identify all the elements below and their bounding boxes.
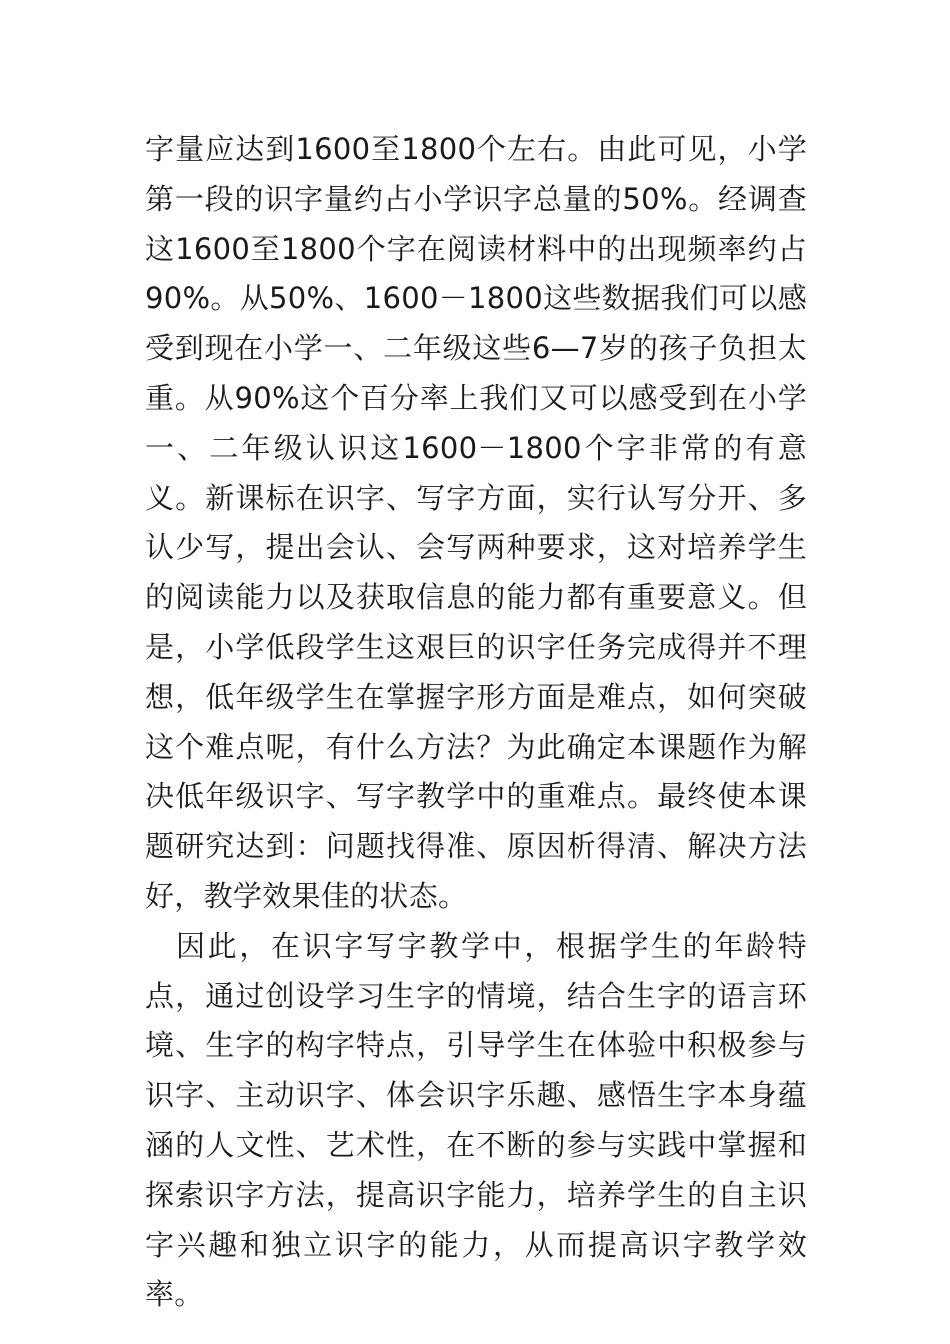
paragraph-continued: 字量应达到1600至1800个左右。由此可见，小学第一段的识字量约占小学识字总量的50%。经调查这1600至1800个字在阅读材料中的出现频率约占90%。从50%、1600－1800这些数据我们可以感受到现在小学一、二年级这些6—7岁的孩子负担太重。从90%这个百分率上我们又可以感受到在小学一、二年级认识这1600－1800个字非常的有意义。新课标在识字、写字方面，实行认写分开、多认少写，提出会认、会写两种要求，这对培养学生的阅读能力以及获取信息的能力都有重要意义。但是，小学低段学生这艰巨的识字任务完成得并不理想，低年级学生在掌握字形方面是难点，如何突破这个难点呢，有什么方法？为此确定本课题作为解决低年级识字、写字教学中的重难点。最终使本课题研究达到：问题找得准、原因析得清、解决方法好，教学效果佳的状态。 [145, 132, 807, 913]
document-body [145, 125, 807, 1320]
paragraph-conclusion: 因此，在识字写字教学中，根据学生的年龄特点，通过创设学习生字的情境，结合生字的语言环境、生字的构字特点，引导学生在体验中积极参与识字、主动识字、体会识字乐趣、感悟生字本身蕴涵的人文性、艺术性，在不断的参与实践中掌握和探索识字方法，提高识字能力，培养学生的自主识字兴趣和独立识字的能力，从而提高识字教学效率。 [145, 928, 807, 1312]
